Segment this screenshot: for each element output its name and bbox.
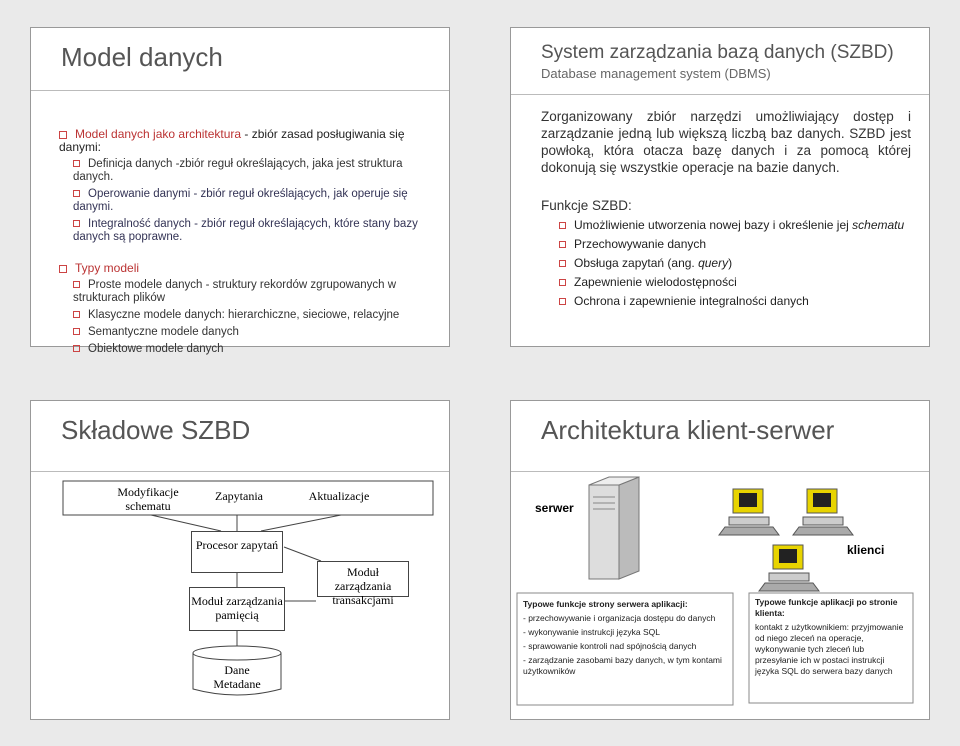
item-text: Ochrona i zapewnienie integralności danych — [574, 294, 809, 308]
bullet-square-icon — [559, 222, 566, 229]
server-functions-panel — [523, 599, 729, 677]
subitem-text: Obiektowe modele danych — [88, 343, 224, 355]
bullet-list — [59, 118, 439, 356]
server-icon — [589, 477, 639, 579]
slide-model-danych — [30, 27, 450, 355]
bullet-square-icon — [73, 190, 80, 197]
database-top — [193, 646, 281, 660]
list-item — [559, 237, 921, 251]
list-item — [559, 275, 921, 289]
bullet-square-icon — [59, 131, 67, 139]
functions-list — [541, 198, 921, 308]
list-subitem — [73, 326, 439, 339]
item-text: Obsługa zapytań (ang. — [574, 256, 699, 270]
modul-pamieci-box: Moduł zarządzania pamięcią — [189, 587, 285, 631]
slide-title: Model danych — [61, 42, 223, 72]
bullet-square-icon — [73, 328, 80, 335]
client-computer-icon — [759, 545, 819, 591]
functions-heading: Funkcje SZBD: — [541, 198, 632, 213]
client-functions-panel — [755, 597, 909, 677]
arrow-line — [151, 515, 221, 531]
item-text: ) — [728, 256, 733, 270]
client-computer-icon — [719, 489, 779, 535]
item-text: Umożliwienie utworzenia nowej bazy i określenie jej — [574, 218, 853, 232]
subitem-text: Klasyczne modele danych: hierarchiczne, sieciowe, relacyjne — [88, 309, 400, 321]
panel-heading: Typowe funkcje strony serwera aplikacji: — [523, 599, 688, 609]
bullet-square-icon — [73, 345, 80, 352]
title-divider — [511, 94, 929, 95]
list-item — [59, 262, 439, 275]
bullet-square-icon — [73, 311, 80, 318]
arrow-line — [284, 547, 321, 561]
procesor-zapytan-box: Procesor zapytań — [191, 531, 283, 573]
slide-klient-serwer — [510, 400, 930, 720]
client-computer-icon — [793, 489, 853, 535]
slide-title: Składowe SZBD — [61, 415, 251, 445]
klienci-label: klienci — [847, 543, 885, 557]
item-emphasis: schematu — [852, 218, 905, 232]
bullet-heading: Model danych jako architektura — [75, 127, 242, 141]
bullet-square-icon — [59, 265, 67, 273]
slide-subtitle: Database management system (DBMS) — [541, 66, 771, 81]
label-modyfikacje: Modyfikacje schematu — [117, 485, 179, 513]
panel-heading: Typowe funkcje aplikacji po stronie klienta: — [755, 597, 898, 618]
list-item — [559, 256, 921, 270]
list-subitem — [73, 343, 439, 356]
list-subitem — [73, 218, 439, 244]
bullet-square-icon — [559, 279, 566, 286]
slide-szbd — [510, 27, 930, 347]
item-text: Przechowywanie danych — [574, 237, 707, 251]
subitem-text: Proste modele danych - struktury rekordów zgrupowanych w strukturach plików — [73, 279, 397, 304]
bullet-heading: Typy modeli — [75, 261, 140, 275]
subitem-text: Definicja danych -zbiór reguł określających, jaka jest struktura danych. — [73, 158, 403, 183]
subitem-text: Operowanie danymi - zbiór reguł określających, jak operuje się danymi. — [73, 188, 408, 213]
panel-item: - przechowywanie i organizacja dostępu do danych — [523, 613, 716, 623]
bullet-square-icon — [73, 220, 80, 227]
bullet-square-icon — [559, 260, 566, 267]
item-emphasis: query — [698, 256, 729, 270]
list-subitem — [73, 309, 439, 322]
list-item — [559, 218, 921, 232]
label-zapytania: Zapytania — [215, 489, 263, 503]
subitem-text: Integralność danych - zbiór reguł określających, które stany bazy danych są poprawne. — [73, 218, 418, 243]
slide-title: Architektura klient-serwer — [541, 415, 835, 445]
list-subitem — [73, 158, 439, 184]
panel-body: kontakt z użytkownikiem: przyjmowanie od niego zleceń na operacje, wykonywanie tych zleceń lub przesyłanie ich w postaci instrukcji języka SQL do serwera bazy danych — [755, 622, 904, 676]
arrow-line — [261, 515, 341, 531]
list-item — [59, 128, 439, 154]
list-item — [559, 294, 921, 308]
label-dane: Dane — [224, 663, 250, 677]
bullet-square-icon — [559, 298, 566, 305]
panel-item: - wykonywanie instrukcji języka SQL — [523, 627, 660, 637]
definition-text: Zorganizowany zbiór narzędzi umożliwiający dostęp i zarządzanie jedną lub większą liczbą baz danych. SZBD jest powłoką, która otacza bazę danych i za pomocą której dokonują się wszystkie operacje na bazie danych. — [541, 109, 911, 175]
item-text: Zapewnienie wielodostępności — [574, 275, 737, 289]
bullet-text: - zbiór zasad posługiwania się danymi: — [59, 127, 405, 154]
serwer-label: serwer — [535, 501, 574, 515]
list-subitem — [73, 188, 439, 214]
panel-item: - zarządzanie zasobami bazy danych, w tym kontami użytkowników — [523, 655, 722, 676]
bullet-square-icon — [73, 160, 80, 167]
slide-skladowe-szbd — [30, 400, 450, 720]
label-metadane: Metadane — [213, 677, 261, 691]
label-aktualizacje: Aktualizacje — [308, 489, 370, 503]
title-divider — [31, 90, 449, 91]
panel-item: - sprawowanie kontroli nad spójnością danych — [523, 641, 697, 651]
modul-transakcji-box: Moduł zarządzania transakcjami — [317, 561, 409, 597]
subitem-text: Semantyczne modele danych — [88, 326, 239, 338]
bullet-square-icon — [559, 241, 566, 248]
bullet-square-icon — [73, 281, 80, 288]
list-subitem — [73, 279, 439, 305]
slide-title: System zarządzania bazą danych (SZBD) — [541, 42, 894, 63]
